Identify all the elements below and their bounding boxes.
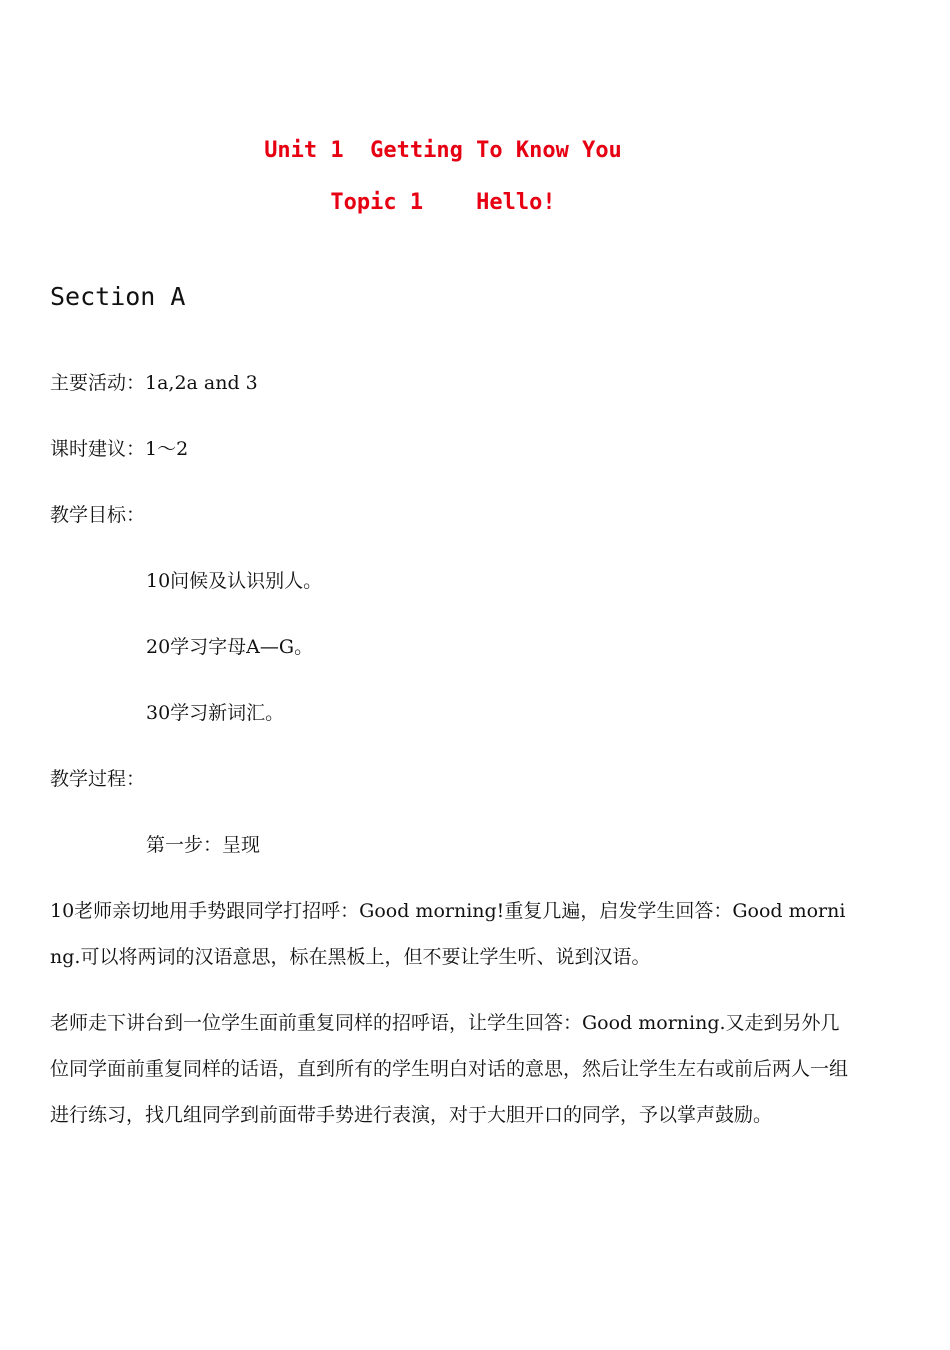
unit-title: Unit 1 Getting To Know You [264,138,622,163]
body-paragraph: 10老师亲切地用手势跟同学打招呼：Good morning!重复几遍，启发学生回答：Good morning.可以将两词的汉语意思，标在黑板上，但不要让学生听、说到汉语。 [50,900,846,968]
step-heading: 第一步：呈现 [146,834,261,856]
goal-item: 10问候及认识别人。 [146,570,323,592]
suggested-hours: 课时建议：1～2 [50,438,189,460]
body-paragraph: 老师走下讲台到一位学生面前重复同样的招呼语，让学生回答：Good morning.又走到另外几位同学面前重复同样的话语，直到所有的学生明白对话的意思，然后让学生左右或前后两人一组进行练习，找几组同学到前面带手势进行表演，对于大胆开口的同学，予以掌声鼓励。 [50,1012,849,1126]
goal-item: 30学习新词汇。 [146,702,285,724]
section-heading: Section A [50,282,186,311]
teaching-goals-label: 教学目标： [50,504,146,526]
goal-item: 20学习字母A—G。 [146,636,314,658]
teaching-process-label: 教学过程： [50,768,146,790]
topic-title: Topic 1 Hello! [330,190,556,215]
main-activities: 主要活动：1a,2a and 3 [50,372,258,394]
